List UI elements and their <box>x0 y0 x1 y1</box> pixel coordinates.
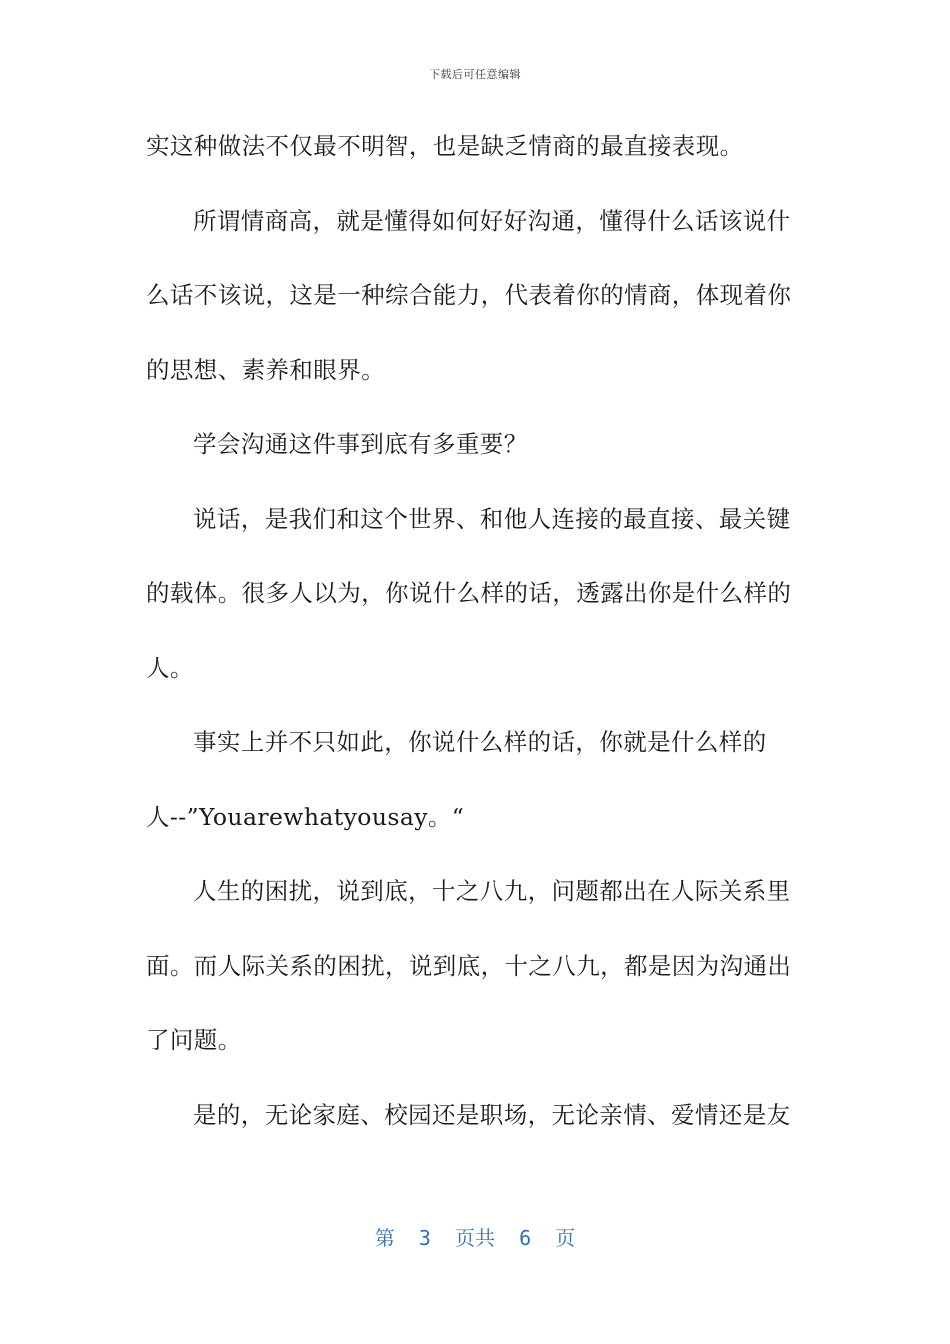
text-line: 学会沟通这件事到底有多重要？ <box>193 430 528 458</box>
text-line: 人生的困扰，说到底，十之八九，问题都出在人际关系里 <box>193 877 791 905</box>
text-line: 人--”Youarewhatyousay。“ <box>146 802 465 831</box>
text-line: 实这种做法不仅最不明智，也是缺乏情商的最直接表现。 <box>146 132 744 160</box>
text-line: 说话，是我们和这个世界、和他人连接的最直接、最关键 <box>193 504 791 533</box>
text-line: 了问题。 <box>146 1026 242 1054</box>
text-line: 事实上并不只如此，你说什么样的话，你就是什么样的 <box>193 728 767 756</box>
text-line: 是的，无论家庭、校园还是职场，无论亲情、爱情还是友 <box>193 1100 791 1129</box>
text-line: 人。 <box>146 653 194 682</box>
text-line: 么话不该说，这是一种综合能力，代表着你的情商，体现着你 <box>146 281 792 309</box>
page-number-footer: 第 3 页共 6 页 <box>374 1226 576 1250</box>
text-line: 面。而人际关系的困扰，说到底，十之八九，都是因为沟通出 <box>146 951 792 980</box>
text-line: 的思想、素养和眼界。 <box>146 355 385 384</box>
text-line: 的载体。很多人以为，你说什么样的话，透露出你是什么样的 <box>146 579 792 607</box>
document-body <box>146 122 806 1165</box>
page-header: 下载后可任意编辑 <box>429 68 521 81</box>
text-line: 所谓情商高，就是懂得如何好好沟通，懂得什么话该说什 <box>193 206 791 235</box>
